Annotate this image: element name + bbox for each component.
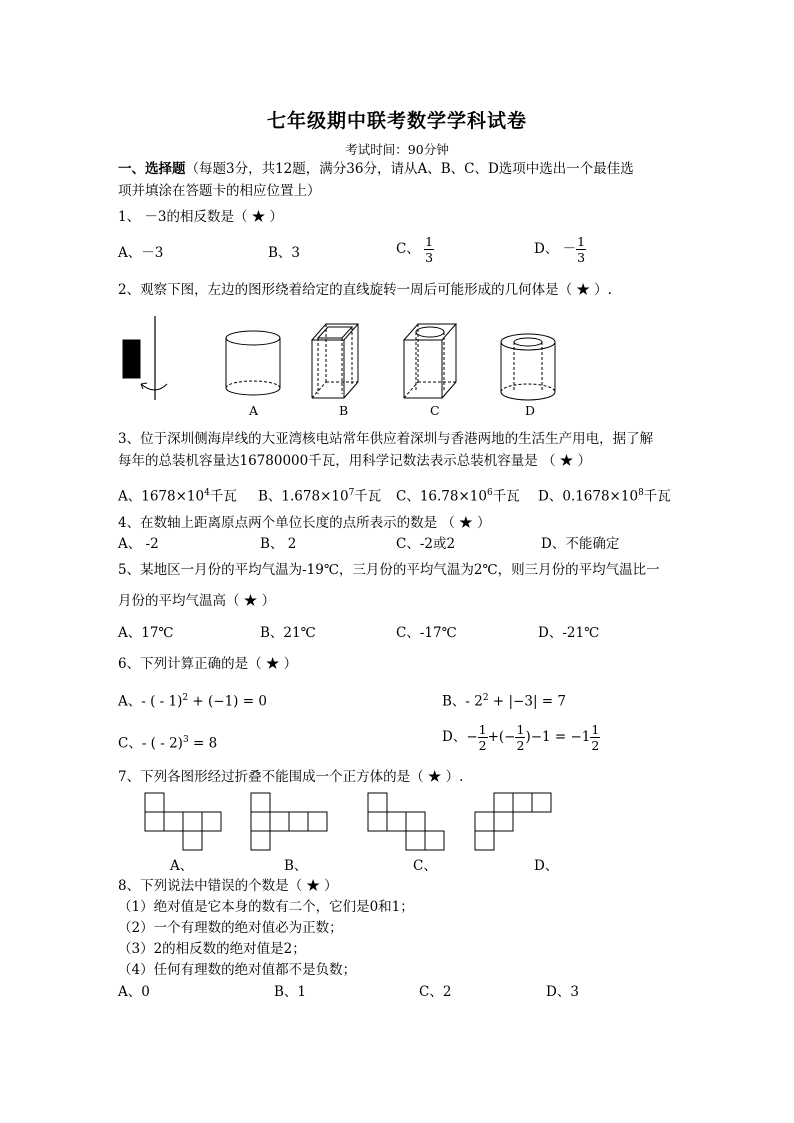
q4-option-b: B、 2 xyxy=(260,536,297,552)
q1-d-prefix: D、 － xyxy=(534,241,577,257)
q6-a-post: + (−1) = 0 xyxy=(188,693,267,710)
q2-label-c: C xyxy=(430,403,440,418)
q6-option-a xyxy=(118,689,267,711)
q1-c-numerator: 1 xyxy=(425,234,434,249)
q3-a-unit: 千瓦 xyxy=(209,488,237,505)
q5-stem-line2: 月份的平均气温高（ ★ ） xyxy=(118,593,276,609)
page-title: 七年级期中联考数学学科试卷 xyxy=(266,110,527,132)
q8-item-3: （3）2的相反数的绝对值是2； xyxy=(118,941,306,957)
q3-d-base: D、0.1678×10 xyxy=(538,488,639,505)
q3-stem-line1: 3、位于深圳侧海岸线的大亚湾核电站常年供应着深圳与香港两地的生活生产用电，据了解 xyxy=(118,431,654,447)
section-intro-line2: 项并填涂在答题卡的相应位置上） xyxy=(118,183,321,199)
q3-option-a xyxy=(118,484,237,506)
q6-d-d1: 2 xyxy=(478,738,487,753)
q7-label-d: D、 xyxy=(534,858,559,874)
q3-stem-line2: 每年的总装机容量达16780000千瓦，用科学记数法表示总装机容量是 （ ★ ） xyxy=(118,453,592,469)
shape-c-box-cylinder xyxy=(404,324,456,398)
q3-option-b xyxy=(258,484,381,506)
q3-c-unit: 千瓦 xyxy=(492,488,520,505)
q1-stem: 1、 －3的相反数是（ ★ ） xyxy=(118,209,284,225)
q8-item-2: （2）一个有理数的绝对值必为正数； xyxy=(118,920,343,936)
q3-b-unit: 千瓦 xyxy=(354,488,382,505)
net-a xyxy=(145,793,221,850)
q3-b-base: B、1.678×10 xyxy=(258,488,349,505)
q5-stem-line1: 5、某地区一月份的平均气温为-19℃，三月份的平均气温为2℃，则三月份的平均气温比一 xyxy=(118,562,660,578)
rotation-figure xyxy=(123,316,167,400)
q6-d-d2: 2 xyxy=(516,738,525,753)
q1-c-denominator: 3 xyxy=(425,250,434,265)
q6-d-mid2: )−1 = −1 xyxy=(525,729,591,745)
q6-d-n1: 1 xyxy=(478,722,487,737)
q6-d-d3: 2 xyxy=(591,738,600,753)
shape-b-hollow-box xyxy=(312,324,358,398)
q7-label-c: C、 xyxy=(413,858,437,874)
q2-label-b: B xyxy=(339,403,349,418)
q5-option-b: B、21℃ xyxy=(260,625,316,641)
q6-b-post: + |−3| = 7 xyxy=(488,693,566,710)
q6-d-frac3 xyxy=(590,722,600,753)
section-heading: 一、选择题 xyxy=(118,161,186,177)
q3-c-base: C、16.78×10 xyxy=(396,488,487,505)
q6-c-pre: C、- ( - 2) xyxy=(118,735,183,752)
q8-option-c: C、2 xyxy=(419,984,452,1000)
q6-b-exp: 2 xyxy=(482,693,489,703)
q6-c-exp: 3 xyxy=(182,735,189,745)
q6-option-d xyxy=(442,722,600,753)
q2-label-a: A xyxy=(249,403,259,418)
q1-option-b: B、3 xyxy=(268,245,301,261)
q3-d-exp: 8 xyxy=(638,488,644,498)
q7-stem: 7、下列各图形经过折叠不能围成一个正方体的是（ ★ ）. xyxy=(118,769,464,785)
q6-b-pre: B、- 2 xyxy=(442,693,483,710)
section-intro-line1: （每题3分，共12题，满分36分，请从A、B、C、D选项中选出一个最佳选 xyxy=(185,161,634,177)
q7-label-b: B、 xyxy=(284,858,308,874)
q3-c-exp: 6 xyxy=(486,488,493,498)
q4-option-a: A、 -2 xyxy=(118,536,159,552)
net-c xyxy=(368,793,444,850)
shape-d-hollow-cylinder xyxy=(501,334,555,400)
q4-stem: 4、在数轴上距离原点两个单位长度的点所表示的数是 （ ★ ） xyxy=(118,515,491,531)
q2-stem: 2、观察下图，左边的图形绕着给定的直线旋转一周后可能形成的几何体是（ ★ ）. xyxy=(118,282,612,298)
q6-d-frac2 xyxy=(515,722,525,753)
q3-b-exp: 7 xyxy=(348,488,355,498)
q8-item-4: （4）任何有理数的绝对值都不是负数； xyxy=(118,962,357,978)
q1-option-a: A、－3 xyxy=(118,245,164,261)
q2-label-d: D xyxy=(525,403,536,418)
q3-a-exp: 4 xyxy=(204,488,210,498)
q5-option-d: D、-21℃ xyxy=(538,625,600,641)
q8-option-b: B、1 xyxy=(274,984,307,1000)
shape-a-cylinder xyxy=(226,331,280,395)
q6-option-b xyxy=(442,689,566,711)
q8-item-1: （1）绝对值是它本身的数有二个，它们是0和1； xyxy=(118,899,414,915)
q6-stem: 6、下列计算正确的是（ ★ ） xyxy=(118,656,298,672)
q1-c-prefix: C、 xyxy=(396,241,420,257)
q3-option-c xyxy=(396,484,520,506)
q3-d-unit: 千瓦 xyxy=(643,488,671,505)
exam-time: 考试时间：90分钟 xyxy=(345,142,449,157)
q6-d-mid: +(− xyxy=(487,729,516,745)
q6-d-pre: D、− xyxy=(442,729,478,745)
q6-d-n2: 1 xyxy=(516,722,525,737)
q6-option-c xyxy=(118,731,217,753)
q6-c-post: = 8 xyxy=(188,735,218,752)
q5-option-c: C、-17℃ xyxy=(396,625,457,641)
q1-d-denominator: 3 xyxy=(577,250,586,265)
q6-a-pre: A、- ( - 1) xyxy=(118,693,183,710)
q7-label-a: A、 xyxy=(170,858,194,874)
q8-option-d: D、3 xyxy=(546,984,579,1000)
q6-d-frac1 xyxy=(478,722,488,753)
q6-d-n3: 1 xyxy=(591,722,600,737)
q3-option-d xyxy=(538,484,671,506)
q5-option-a: A、17℃ xyxy=(118,625,174,641)
q1-d-numerator: 1 xyxy=(577,234,586,249)
q3-a-base: A、1678×10 xyxy=(118,488,205,505)
q4-option-c: C、-2或2 xyxy=(396,536,456,552)
net-d xyxy=(475,793,551,850)
q4-option-d: D、不能确定 xyxy=(541,536,620,552)
q6-a-exp: 2 xyxy=(182,693,189,703)
q8-stem: 8、下列说法中错误的个数是（ ★ ） xyxy=(118,878,338,894)
net-b xyxy=(251,793,327,850)
q8-option-a: A、0 xyxy=(118,984,150,1000)
